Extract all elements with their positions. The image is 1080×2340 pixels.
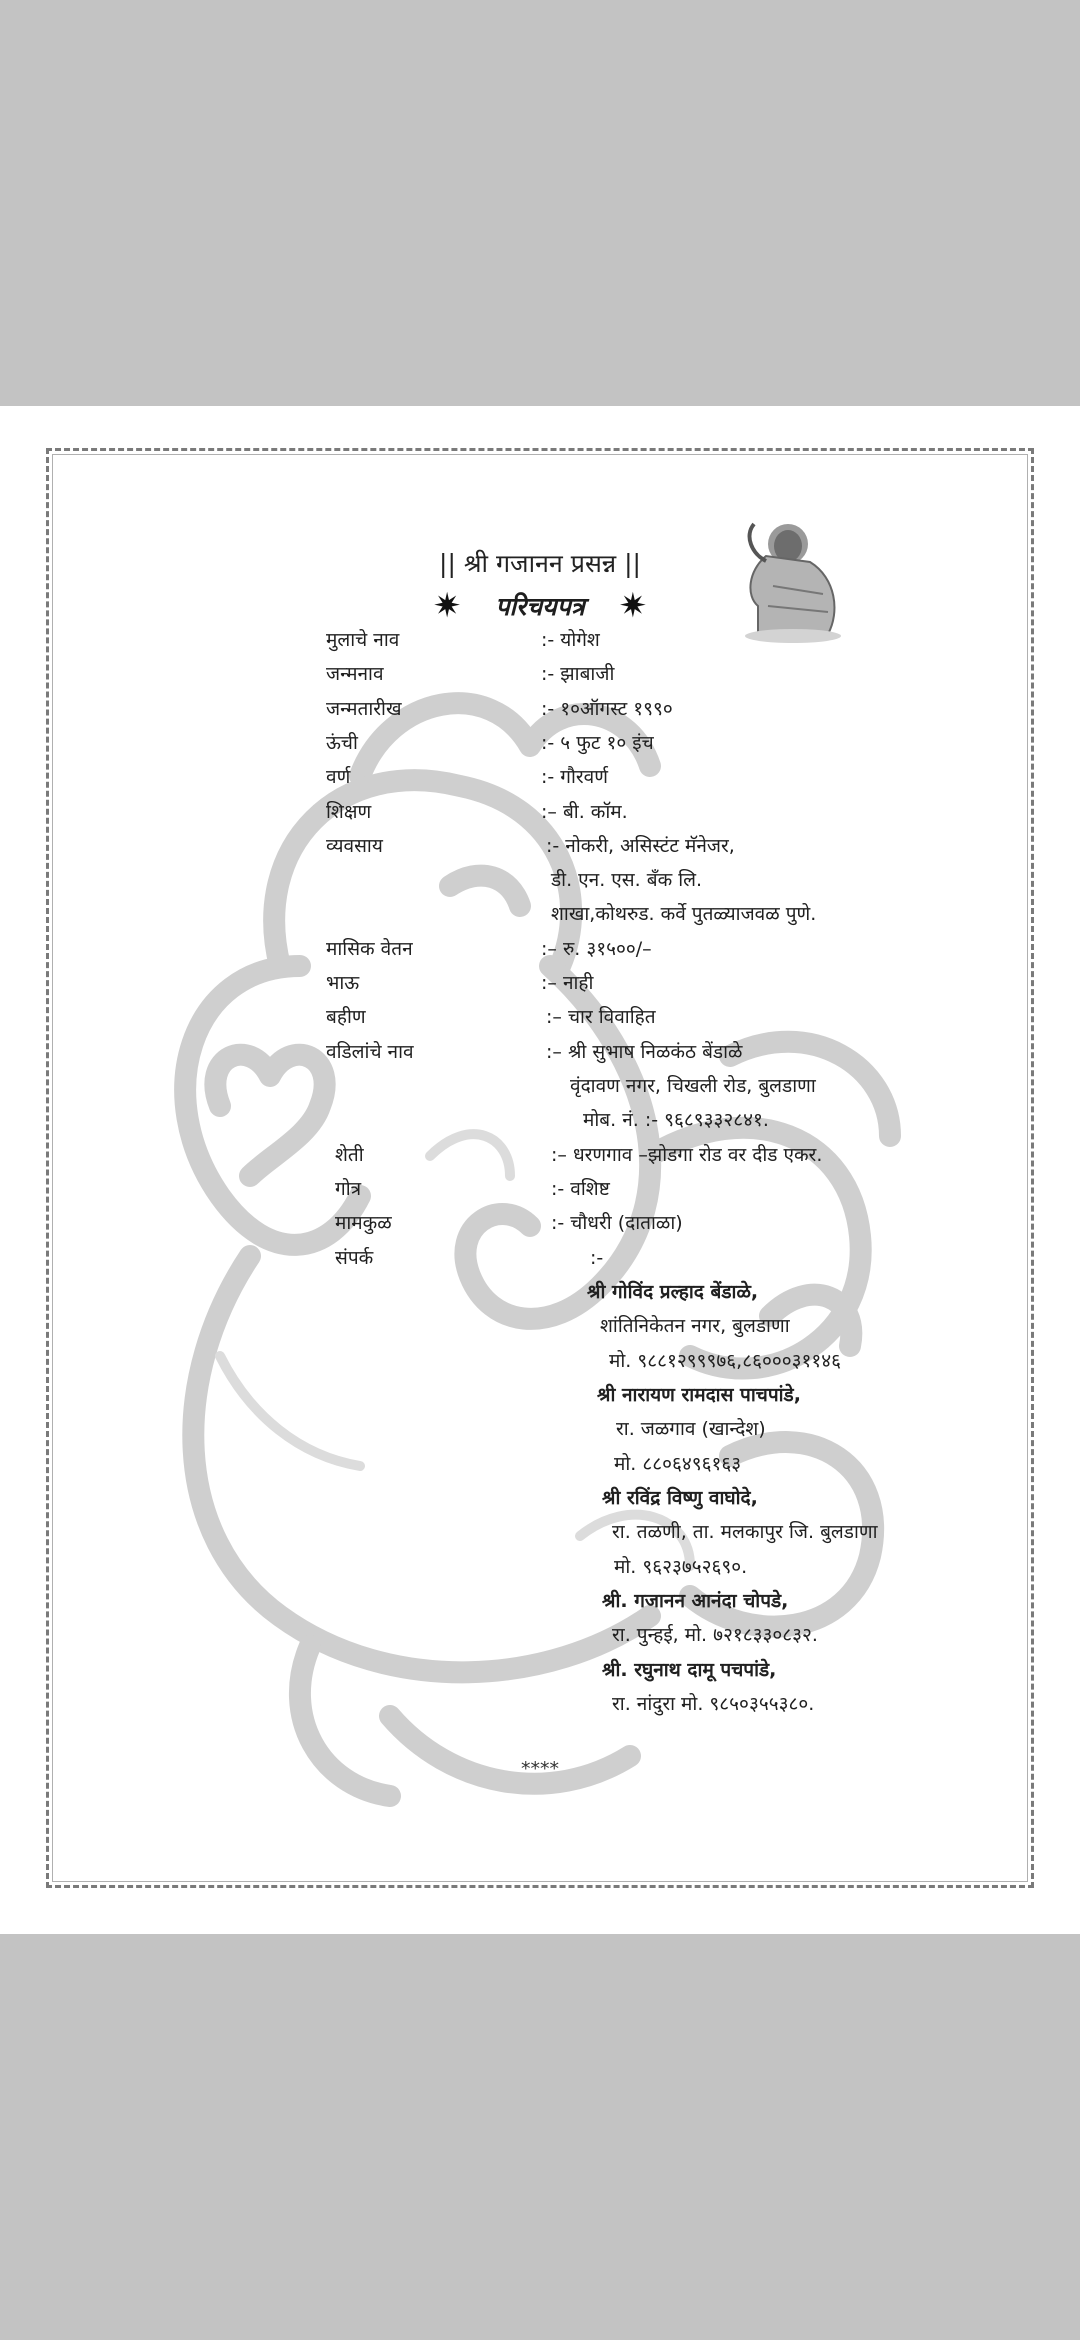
label-birth-name: जन्मनाव — [326, 663, 384, 685]
label-education: शिक्षण — [326, 801, 372, 823]
value-salary: :– रु. ३१५००/– — [541, 938, 652, 960]
contact-4-name: श्री. गजानन आनंदा चोपडे, — [602, 1590, 789, 1612]
value-height: :- ५ फुट १० इंच — [541, 732, 654, 754]
biodata-page — [0, 406, 1080, 1934]
contact-1-address: शांतिनिकेतन नगर, बुलडाणा — [600, 1315, 790, 1337]
top-gray-band — [0, 0, 1080, 406]
value-sister: :– चार विवाहित — [546, 1006, 656, 1028]
value-occupation-branch: शाखा,कोथरुड. कर्वे पुतळ्याजवळ पुणे. — [551, 903, 817, 925]
contact-2-address: रा. जळगाव (खान्देश) — [616, 1418, 766, 1440]
value-farm: :– धरणगाव –झोडगा रोड वर दीड एकर. — [551, 1144, 823, 1166]
value-maternal-clan: :- चौधरी (दाताळा) — [551, 1212, 683, 1234]
ganesha-watermark-icon — [130, 636, 950, 1866]
label-maternal-clan: मामकुळ — [335, 1212, 392, 1234]
value-name: :- योगेश — [541, 629, 600, 651]
contact-1-name: श्री गोविंद प्रल्हाद बेंडाळे, — [587, 1281, 759, 1303]
value-contact: :- — [590, 1247, 604, 1269]
star-left-icon: ✷ — [432, 586, 462, 626]
invocation-heading: || श्री गजानन प्रसन्न || — [439, 549, 641, 578]
value-gotra: :- वशिष्ट — [551, 1178, 610, 1200]
value-occupation-bank: डी. एन. एस. बँक लि. — [551, 869, 703, 891]
label-complexion: वर्ण — [326, 766, 351, 788]
contact-2-name: श्री नारायण रामदास पाचपांडे, — [597, 1384, 801, 1406]
footer-stars: **** — [521, 1758, 559, 1780]
label-gotra: गोत्र — [335, 1178, 362, 1200]
title-row — [0, 586, 1080, 626]
label-brother: भाऊ — [326, 972, 360, 994]
value-complexion: :- गौरवर्ण — [541, 766, 608, 788]
saint-figure-icon — [728, 516, 858, 646]
label-occupation: व्यवसाय — [326, 835, 383, 857]
contact-1-mobile: मो. ९८८१२९९९७६,८६०००३११४६ — [609, 1350, 842, 1372]
label-father-name: वडिलांचे नाव — [326, 1041, 414, 1063]
value-occupation: :- नोकरी, असिस्टंट मॅनेजर, — [546, 835, 735, 857]
star-right-icon: ✷ — [618, 586, 648, 626]
contact-4-address: रा. पुन्हई, मो. ७२१८३३०८३२. — [612, 1624, 818, 1646]
label-salary: मासिक वेतन — [326, 938, 413, 960]
value-brother: :– नाही — [541, 972, 594, 994]
label-sister: बहीण — [326, 1006, 366, 1028]
contact-2-mobile: मो. ८८०६४९६१६३ — [614, 1453, 742, 1475]
label-birth-date: जन्मतारीख — [326, 698, 402, 720]
value-birth-date: :- १०ऑगस्ट १९९० — [541, 698, 673, 720]
bottom-gray-band — [0, 1934, 1080, 2340]
contact-3-mobile: मो. ९६२३७५२६९०. — [614, 1556, 748, 1578]
contact-5-address: रा. नांदुरा मो. ९८५०३५५३८०. — [612, 1693, 815, 1715]
contact-3-name: श्री रविंद्र विष्णु वाघोदे, — [602, 1487, 758, 1509]
label-name: मुलाचे नाव — [326, 629, 400, 651]
value-father-mobile: मोब. नं. :- ९६८९३३२८४१. — [583, 1109, 769, 1131]
value-father-address: वृंदावण नगर, चिखली रोड, बुलडाणा — [570, 1075, 816, 1097]
value-father-name: :– श्री सुभाष निळकंठ बेंडाळे — [546, 1041, 743, 1063]
label-farm: शेती — [335, 1144, 364, 1166]
label-height: ऊंची — [326, 732, 358, 754]
contact-5-name: श्री. रघुनाथ दामू पचपांडे, — [602, 1659, 777, 1681]
page-title: परिचयपत्र — [495, 592, 585, 621]
value-education: :– बी. कॉम. — [541, 801, 628, 823]
contact-3-address: रा. तळणी, ता. मलकापुर जि. बुलडाणा — [612, 1521, 878, 1543]
label-contact: संपर्क — [335, 1247, 374, 1269]
value-birth-name: :- झाबाजी — [541, 663, 615, 685]
